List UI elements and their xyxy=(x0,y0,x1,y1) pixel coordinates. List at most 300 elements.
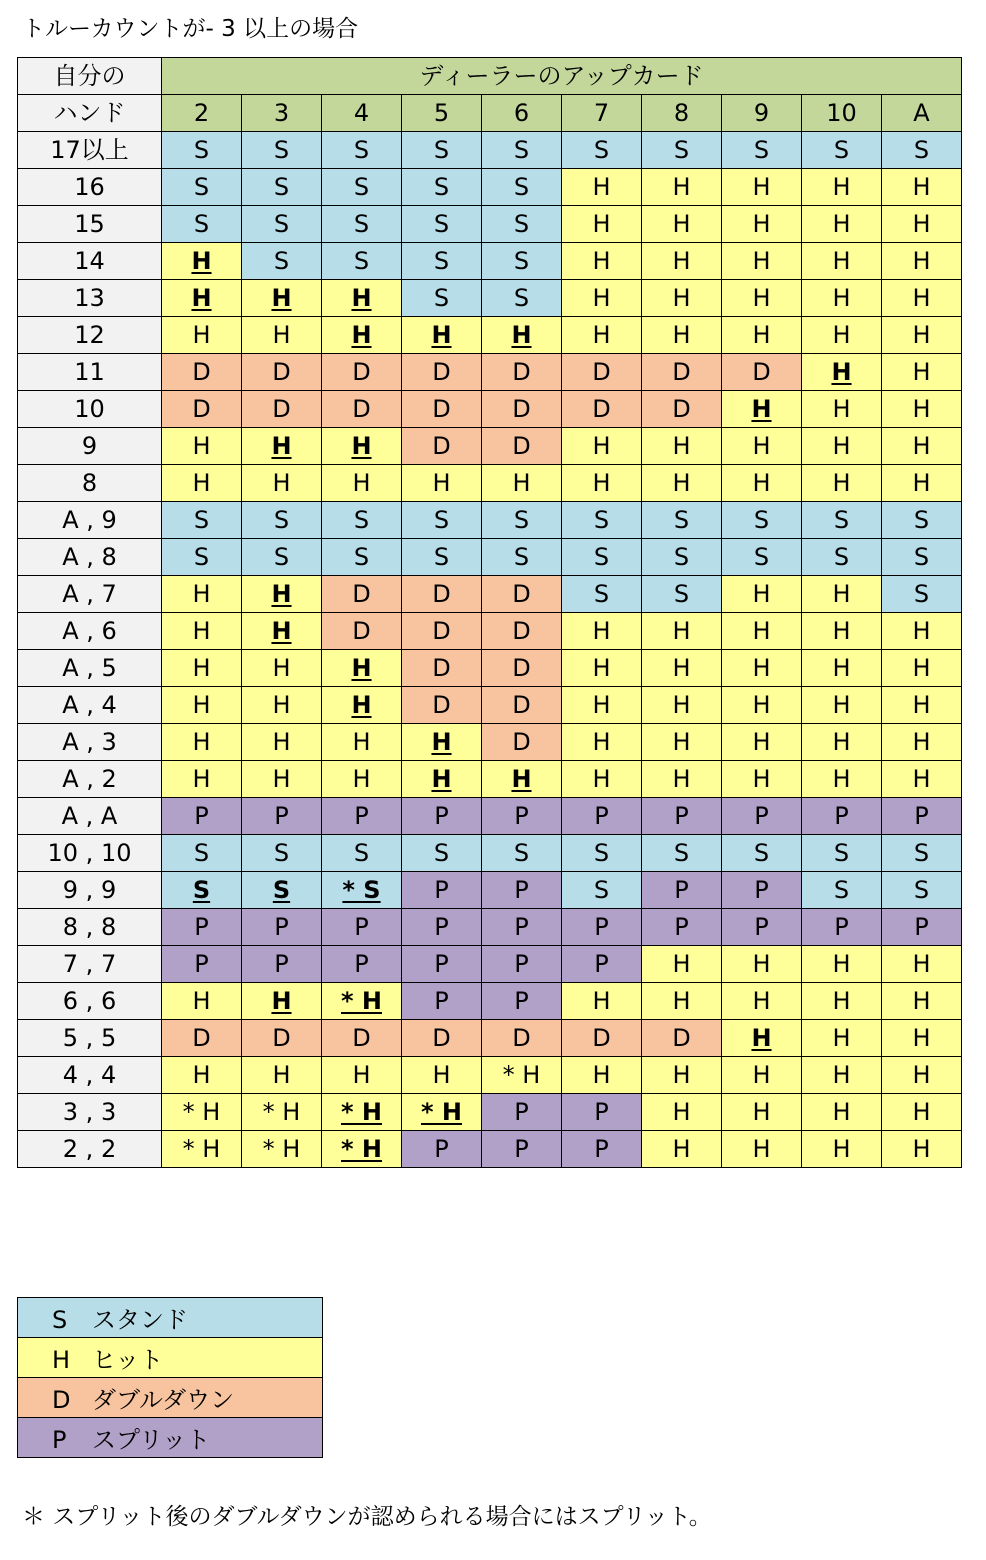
action-cell: S xyxy=(482,280,562,317)
table-row xyxy=(18,1057,962,1094)
action-cell: S xyxy=(402,280,482,317)
action-cell: H xyxy=(882,354,962,391)
action-cell: H xyxy=(162,317,242,354)
action-cell: S xyxy=(402,502,482,539)
action-cell: S xyxy=(482,243,562,280)
action-cell: H xyxy=(562,1057,642,1094)
action-cell: P xyxy=(642,909,722,946)
action-cell: H xyxy=(402,724,482,761)
action-cell: H xyxy=(882,169,962,206)
action-cell: S xyxy=(402,206,482,243)
action-cell: H xyxy=(882,650,962,687)
action-cell: H xyxy=(882,761,962,798)
action-cell: H xyxy=(402,761,482,798)
hand-label: 4 , 4 xyxy=(18,1057,162,1094)
action-cell: H xyxy=(562,428,642,465)
action-cell: H xyxy=(882,280,962,317)
action-cell: H xyxy=(562,687,642,724)
action-cell: H xyxy=(242,650,322,687)
action-cell: P xyxy=(322,946,402,983)
action-cell: H xyxy=(722,983,802,1020)
strategy-table xyxy=(17,57,962,1168)
action-cell: H xyxy=(802,391,882,428)
action-cell: H xyxy=(882,243,962,280)
hand-label: A , 4 xyxy=(18,687,162,724)
action-cell: S xyxy=(882,539,962,576)
action-cell: H xyxy=(642,761,722,798)
action-cell: S xyxy=(402,132,482,169)
hand-label: 10 , 10 xyxy=(18,835,162,872)
action-cell: H xyxy=(642,1131,722,1168)
hand-label: A , 8 xyxy=(18,539,162,576)
action-cell: P xyxy=(322,798,402,835)
action-cell: S xyxy=(242,539,322,576)
action-cell: H xyxy=(802,761,882,798)
action-cell: D xyxy=(162,1020,242,1057)
action-cell: H xyxy=(882,724,962,761)
action-cell: S xyxy=(642,502,722,539)
action-cell: H xyxy=(242,613,322,650)
action-cell: H xyxy=(802,576,882,613)
action-cell: H xyxy=(322,761,402,798)
action-cell: H xyxy=(242,428,322,465)
action-cell: S xyxy=(562,502,642,539)
action-cell: S xyxy=(802,835,882,872)
action-cell: P xyxy=(562,798,642,835)
action-cell: D xyxy=(242,354,322,391)
action-cell: H xyxy=(482,465,562,502)
legend-row xyxy=(18,1378,323,1418)
action-cell: S xyxy=(802,132,882,169)
hand-label: A , 3 xyxy=(18,724,162,761)
action-cell: H xyxy=(562,243,642,280)
action-cell: S xyxy=(242,835,322,872)
action-cell: P xyxy=(242,798,322,835)
action-cell: S xyxy=(482,206,562,243)
legend-label: ヒット xyxy=(92,1346,164,1374)
action-cell: H xyxy=(322,687,402,724)
hand-label: 5 , 5 xyxy=(18,1020,162,1057)
table-row xyxy=(18,391,962,428)
action-cell: * H xyxy=(162,1131,242,1168)
action-cell: H xyxy=(802,206,882,243)
action-cell: P xyxy=(482,1094,562,1131)
action-cell: S xyxy=(482,502,562,539)
action-cell: S xyxy=(162,206,242,243)
action-cell: H xyxy=(242,761,322,798)
action-cell: H xyxy=(882,428,962,465)
table-row xyxy=(18,465,962,502)
action-cell: D xyxy=(482,613,562,650)
action-cell: S xyxy=(162,169,242,206)
action-cell: S xyxy=(562,132,642,169)
action-cell: P xyxy=(882,798,962,835)
action-cell: S xyxy=(482,169,562,206)
action-cell: H xyxy=(802,946,882,983)
legend-label: スタンド xyxy=(92,1306,188,1334)
action-cell: D xyxy=(162,391,242,428)
action-cell: H xyxy=(802,650,882,687)
action-cell: S xyxy=(482,132,562,169)
action-cell: D xyxy=(482,354,562,391)
legend-code: D xyxy=(52,1386,71,1414)
upcard-header: 7 xyxy=(562,95,642,132)
hand-label: 11 xyxy=(18,354,162,391)
action-cell: P xyxy=(562,1094,642,1131)
table-row xyxy=(18,835,962,872)
action-cell: D xyxy=(402,613,482,650)
action-cell: H xyxy=(722,724,802,761)
action-cell: H xyxy=(242,465,322,502)
action-cell: H xyxy=(722,428,802,465)
action-cell: P xyxy=(482,983,562,1020)
legend-label: ダブルダウン xyxy=(92,1386,235,1414)
upcard-header: 6 xyxy=(482,95,562,132)
action-cell: P xyxy=(402,798,482,835)
action-cell: H xyxy=(802,317,882,354)
action-cell: D xyxy=(562,391,642,428)
upcard-header: A xyxy=(882,95,962,132)
action-cell: S xyxy=(322,502,402,539)
action-cell: D xyxy=(322,391,402,428)
action-cell: H xyxy=(802,1094,882,1131)
action-cell: * H xyxy=(402,1094,482,1131)
hand-label: A , 7 xyxy=(18,576,162,613)
table-row xyxy=(18,798,962,835)
action-cell: H xyxy=(402,465,482,502)
action-cell: P xyxy=(402,983,482,1020)
action-cell: S xyxy=(162,132,242,169)
action-cell: * H xyxy=(322,1094,402,1131)
action-cell: H xyxy=(802,169,882,206)
table-row xyxy=(18,169,962,206)
upcard-header: 8 xyxy=(642,95,722,132)
action-cell: H xyxy=(882,1094,962,1131)
action-cell: H xyxy=(642,983,722,1020)
hand-label: 13 xyxy=(18,280,162,317)
action-cell: P xyxy=(722,872,802,909)
hand-label: A , 5 xyxy=(18,650,162,687)
hand-label: A , 9 xyxy=(18,502,162,539)
action-cell: H xyxy=(562,650,642,687)
action-cell: H xyxy=(642,206,722,243)
action-cell: H xyxy=(802,354,882,391)
upcard-header: 9 xyxy=(722,95,802,132)
action-cell: * H xyxy=(242,1094,322,1131)
action-cell: H xyxy=(562,761,642,798)
action-cell: S xyxy=(242,502,322,539)
action-cell: D xyxy=(642,354,722,391)
hand-label: A , 2 xyxy=(18,761,162,798)
action-cell: H xyxy=(402,1057,482,1094)
action-cell: P xyxy=(722,798,802,835)
action-cell: H xyxy=(562,317,642,354)
hand-label: 9 , 9 xyxy=(18,872,162,909)
action-cell: P xyxy=(162,946,242,983)
action-cell: H xyxy=(642,613,722,650)
action-cell: H xyxy=(642,280,722,317)
action-cell: P xyxy=(722,909,802,946)
action-cell: S xyxy=(242,243,322,280)
action-cell: H xyxy=(882,687,962,724)
hand-label: 8 , 8 xyxy=(18,909,162,946)
action-cell: D xyxy=(642,1020,722,1057)
action-cell: H xyxy=(562,983,642,1020)
action-cell: P xyxy=(162,909,242,946)
action-cell: S xyxy=(402,835,482,872)
action-cell: H xyxy=(242,1057,322,1094)
table-row xyxy=(18,354,962,391)
action-cell: H xyxy=(802,983,882,1020)
action-cell: D xyxy=(482,391,562,428)
header-row-2 xyxy=(18,95,962,132)
action-cell: H xyxy=(162,724,242,761)
action-cell: H xyxy=(642,1094,722,1131)
table-row xyxy=(18,946,962,983)
action-cell: S xyxy=(642,835,722,872)
action-cell: S xyxy=(562,872,642,909)
action-cell: H xyxy=(802,243,882,280)
upcard-header: 3 xyxy=(242,95,322,132)
table-row xyxy=(18,687,962,724)
action-cell: H xyxy=(722,650,802,687)
action-cell: H xyxy=(802,1131,882,1168)
action-cell: P xyxy=(482,909,562,946)
action-cell: H xyxy=(162,687,242,724)
action-cell: D xyxy=(402,391,482,428)
action-cell: H xyxy=(882,391,962,428)
action-cell: P xyxy=(802,798,882,835)
action-cell: S xyxy=(882,872,962,909)
table-row xyxy=(18,132,962,169)
action-cell: H xyxy=(722,761,802,798)
action-cell: P xyxy=(642,798,722,835)
legend-row xyxy=(18,1338,323,1378)
action-cell: D xyxy=(562,354,642,391)
action-cell: S xyxy=(402,169,482,206)
action-cell: D xyxy=(402,687,482,724)
action-cell: H xyxy=(722,465,802,502)
action-cell: H xyxy=(802,613,882,650)
action-cell: D xyxy=(402,650,482,687)
action-cell: P xyxy=(242,909,322,946)
action-cell: H xyxy=(642,946,722,983)
action-cell: S xyxy=(802,539,882,576)
action-cell: S xyxy=(162,872,242,909)
action-cell: P xyxy=(802,909,882,946)
action-cell: S xyxy=(482,539,562,576)
action-cell: D xyxy=(402,354,482,391)
action-cell: H xyxy=(162,650,242,687)
action-cell: D xyxy=(722,354,802,391)
table-row xyxy=(18,761,962,798)
action-cell: D xyxy=(322,613,402,650)
action-cell: H xyxy=(162,576,242,613)
action-cell: S xyxy=(242,872,322,909)
action-cell: H xyxy=(322,1057,402,1094)
action-cell: P xyxy=(882,909,962,946)
action-cell: S xyxy=(802,502,882,539)
action-cell: * H xyxy=(242,1131,322,1168)
action-cell: H xyxy=(642,243,722,280)
hand-label: 14 xyxy=(18,243,162,280)
action-cell: D xyxy=(562,1020,642,1057)
table-row xyxy=(18,206,962,243)
action-cell: H xyxy=(882,946,962,983)
action-cell: S xyxy=(322,539,402,576)
action-cell: P xyxy=(402,946,482,983)
action-cell: H xyxy=(882,983,962,1020)
action-cell: H xyxy=(722,613,802,650)
action-cell: D xyxy=(162,354,242,391)
action-cell: S xyxy=(322,206,402,243)
action-cell: S xyxy=(242,132,322,169)
action-cell: H xyxy=(322,317,402,354)
action-cell: S xyxy=(322,132,402,169)
hand-label: A , A xyxy=(18,798,162,835)
action-cell: P xyxy=(242,946,322,983)
page-title: トルーカウントが- 3 以上の場合 xyxy=(22,16,359,42)
action-cell: S xyxy=(402,539,482,576)
action-cell: S xyxy=(642,132,722,169)
action-cell: D xyxy=(322,576,402,613)
action-cell: H xyxy=(642,687,722,724)
action-cell: P xyxy=(402,1131,482,1168)
action-cell: H xyxy=(722,1020,802,1057)
action-cell: H xyxy=(162,465,242,502)
action-cell: H xyxy=(882,206,962,243)
action-cell: H xyxy=(642,724,722,761)
upcard-header: 10 xyxy=(802,95,882,132)
action-cell: H xyxy=(562,724,642,761)
action-cell: H xyxy=(322,724,402,761)
action-cell: S xyxy=(562,576,642,613)
action-cell: H xyxy=(562,613,642,650)
action-cell: H xyxy=(722,576,802,613)
action-cell: S xyxy=(242,169,322,206)
action-cell: H xyxy=(722,243,802,280)
action-cell: * H xyxy=(322,1131,402,1168)
action-cell: H xyxy=(802,724,882,761)
footnote: ＊ スプリット後のダブルダウンが認められる場合にはスプリット。 xyxy=(22,1504,712,1530)
action-cell: S xyxy=(882,576,962,613)
action-cell: D xyxy=(642,391,722,428)
legend-row xyxy=(18,1418,323,1458)
hand-header-line2: ハンド xyxy=(18,95,162,132)
action-cell: H xyxy=(482,317,562,354)
legend-item xyxy=(18,1298,323,1338)
action-cell: H xyxy=(482,761,562,798)
action-cell: D xyxy=(482,1020,562,1057)
action-cell: P xyxy=(482,1131,562,1168)
table-row xyxy=(18,576,962,613)
action-cell: H xyxy=(802,1057,882,1094)
action-cell: P xyxy=(322,909,402,946)
action-cell: H xyxy=(802,280,882,317)
action-cell: H xyxy=(882,1131,962,1168)
legend-row xyxy=(18,1298,323,1338)
action-cell: H xyxy=(562,206,642,243)
table-row xyxy=(18,317,962,354)
action-cell: D xyxy=(402,428,482,465)
table-row xyxy=(18,1094,962,1131)
action-cell: P xyxy=(562,1131,642,1168)
action-cell: S xyxy=(162,502,242,539)
action-cell: S xyxy=(562,539,642,576)
action-cell: D xyxy=(482,650,562,687)
action-cell: D xyxy=(242,391,322,428)
action-cell: H xyxy=(722,280,802,317)
hand-label: 9 xyxy=(18,428,162,465)
legend-item xyxy=(18,1418,323,1458)
legend-code: S xyxy=(52,1306,68,1334)
action-cell: H xyxy=(722,317,802,354)
action-cell: D xyxy=(482,724,562,761)
action-cell: H xyxy=(722,206,802,243)
hand-label: 7 , 7 xyxy=(18,946,162,983)
table-row xyxy=(18,650,962,687)
action-cell: S xyxy=(322,243,402,280)
hand-label: 17以上 xyxy=(18,132,162,169)
action-cell: H xyxy=(722,1131,802,1168)
table-row xyxy=(18,502,962,539)
action-cell: H xyxy=(722,946,802,983)
action-cell: D xyxy=(402,1020,482,1057)
action-cell: P xyxy=(402,872,482,909)
table-row xyxy=(18,724,962,761)
hand-label: 12 xyxy=(18,317,162,354)
hand-label: A , 6 xyxy=(18,613,162,650)
action-cell: D xyxy=(322,1020,402,1057)
action-cell: D xyxy=(482,576,562,613)
action-cell: H xyxy=(162,613,242,650)
action-cell: P xyxy=(482,946,562,983)
action-cell: * S xyxy=(322,872,402,909)
action-cell: S xyxy=(642,539,722,576)
action-cell: P xyxy=(562,909,642,946)
action-cell: * H xyxy=(322,983,402,1020)
legend-item xyxy=(18,1378,323,1418)
action-cell: H xyxy=(722,687,802,724)
action-cell: D xyxy=(242,1020,322,1057)
action-cell: H xyxy=(722,1094,802,1131)
table-row xyxy=(18,872,962,909)
action-cell: H xyxy=(242,687,322,724)
table-row xyxy=(18,1131,962,1168)
action-cell: P xyxy=(482,872,562,909)
action-cell: H xyxy=(642,428,722,465)
action-cell: * H xyxy=(162,1094,242,1131)
legend-code: H xyxy=(52,1346,71,1374)
action-cell: H xyxy=(322,280,402,317)
action-cell: H xyxy=(162,428,242,465)
upcard-header: 4 xyxy=(322,95,402,132)
upcard-header: 2 xyxy=(162,95,242,132)
action-cell: H xyxy=(242,983,322,1020)
action-cell: * H xyxy=(482,1057,562,1094)
action-cell: D xyxy=(322,354,402,391)
hand-label: 10 xyxy=(18,391,162,428)
action-cell: P xyxy=(162,798,242,835)
action-cell: H xyxy=(642,169,722,206)
action-cell: S xyxy=(722,539,802,576)
action-cell: H xyxy=(562,465,642,502)
table-row xyxy=(18,613,962,650)
action-cell: H xyxy=(162,761,242,798)
table-row xyxy=(18,539,962,576)
action-cell: S xyxy=(722,502,802,539)
action-cell: H xyxy=(882,613,962,650)
